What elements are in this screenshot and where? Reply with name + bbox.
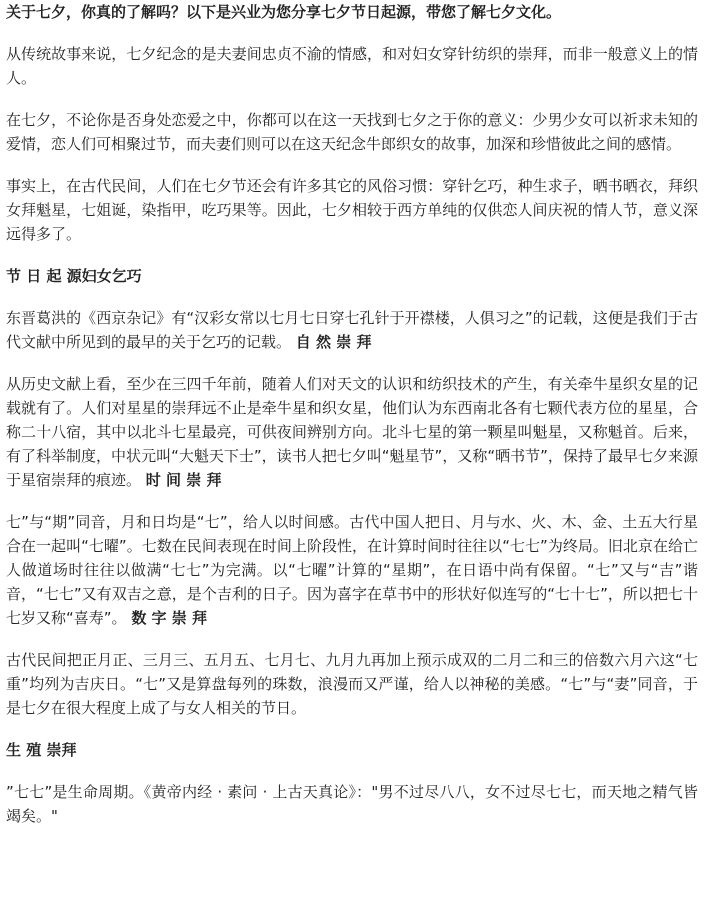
paragraph-time bbox=[6, 510, 698, 630]
paragraph-numbers: 古代民间把正月正、三月三、五月五、七月七、九月九再加上预示成双的二月二和三的倍数六月六这“七重”均列为吉庆日。“七”又是算盘每列的珠数，浪漫而又严谨，给人以神秘的美感。“七”与“妻”同音，于是七夕在很大程度上成了与女人相关的节日。 bbox=[6, 651, 698, 717]
paragraph-life-cycle: ”七七”是生命周期。《黄帝内经 · 素问 · 上古天真论》："男不过尽八八，女不过尽七七，而天地之精气皆竭矣。" bbox=[6, 783, 698, 825]
paragraph-meaning: 在七夕，不论你是否身处恋爱之中，你都可以在这一天找到七夕之于你的意义：少男少女可以祈求未知的爱情，恋人们可相聚过节，而夫妻们则可以在这天纪念牛郎织女的故事，加深和珍惜彼此之间的感情。 bbox=[6, 111, 698, 153]
paragraph-stars-text: 从历史文献上看，至少在三四千年前，随着人们对天文的认识和纺织技术的产生，有关牵牛星织女星的记载就有了。人们对星星的崇拜远不止是牵牛星和织女星，他们认为东西南北各有七颗代表方位的星星，合称二十八宿，其中以北斗七星最亮，可供夜间辨别方向。北斗七星的第一颗星叫魁星，又称魁首。后来，有了科举制度，中状元叫“大魁天下士”，读书人把七夕叫“魁星节”，又称“晒书节”，保持了最早七夕来源于星宿崇拜的痕迹。 bbox=[6, 375, 698, 489]
intro-line: 关于七夕，你真的了解吗？以下是兴业为您分享七夕节日起源，带您了解七夕文化。 bbox=[6, 3, 562, 21]
paragraph-customs: 事实上，在古代民间，人们在七夕节还会有许多其它的风俗习惯：穿针乞巧，种生求子，晒书晒衣，拜织女拜魁星，七姐诞，染指甲，吃巧果等。因此，七夕相较于西方单纯的仅供恋人间庆祝的情人节，意义深远得多了。 bbox=[6, 177, 698, 243]
heading-time-worship: 时 间 崇 拜 bbox=[145, 471, 222, 489]
heading-number-worship: 数 字 崇 拜 bbox=[131, 609, 207, 627]
heading-nature-worship: 自 然 崇 拜 bbox=[295, 333, 372, 351]
paragraph-stars bbox=[6, 372, 698, 492]
paragraph-tradition: 从传统故事来说，七夕纪念的是夫妻间忠贞不渝的情感，和对妇女穿针纺织的崇拜，而非一般意义上的情人。 bbox=[6, 45, 698, 87]
heading-origin: 节 日 起 源妇女乞巧 bbox=[6, 267, 142, 285]
paragraph-xijing-text: 东晋葛洪的《西京杂记》有“汉彩女常以七月七日穿七孔针于开襟楼，人俱习之”的记载，这便是我们于古代文献中所见到的最早的关于乞巧的记载。 bbox=[6, 309, 698, 351]
paragraph-time-text: 七”与“期”同音，月和日均是“七”，给人以时间感。古代中国人把日、月与水、火、木、金、土五大行星合在一起叫“七曜”。七数在民间表现在时间上阶段性，在计算时间时往往以“七七”为终局。旧北京在给亡人做道场时往往以做满“七七”为完满。以“七曜”计算的“星期”，在日语中尚有保留。“七”又与“吉”谐音，“七七”又有双吉之意，是个吉利的日子。因为喜字在草书中的形状好似连写的“七十七”，所以把七十七岁又称“喜寿”。 bbox=[6, 513, 698, 627]
paragraph-xijing bbox=[6, 306, 698, 354]
heading-fertility-worship: 生 殖 崇拜 bbox=[6, 741, 77, 759]
